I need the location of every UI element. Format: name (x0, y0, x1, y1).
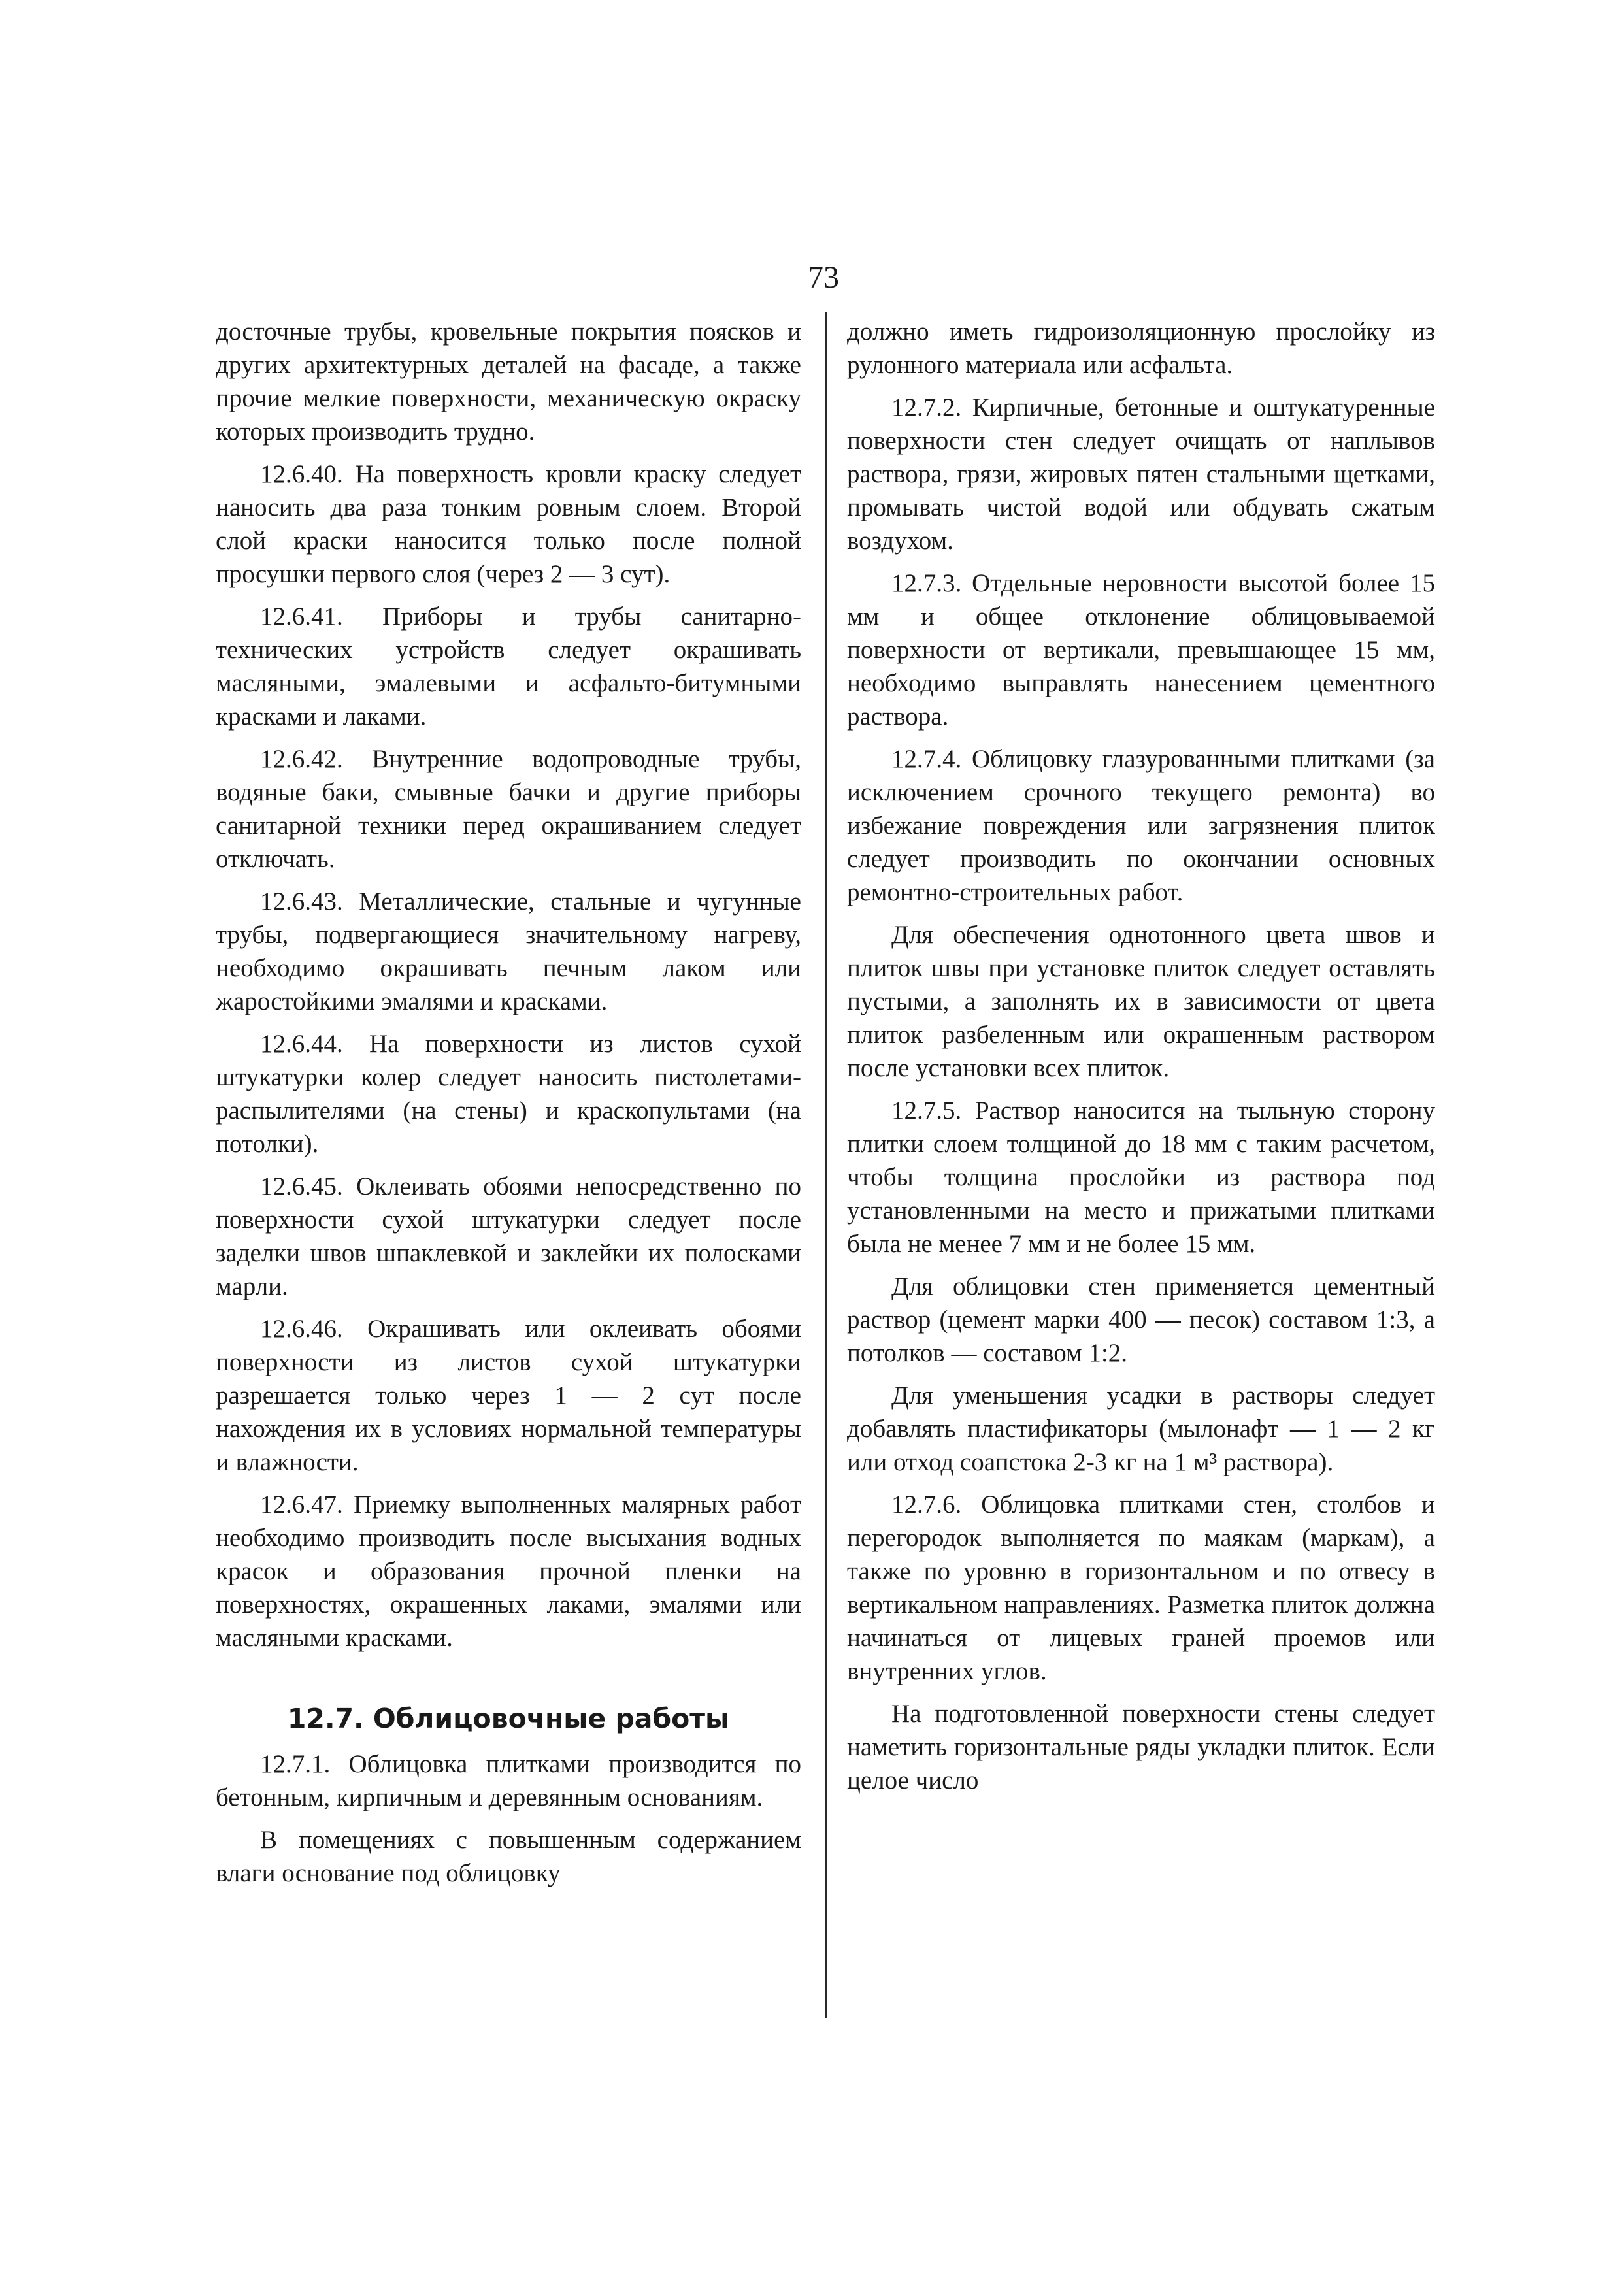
paragraph: 12.7.3. Отдельные неровности высотой более 15 мм и общее отклонение облицовываемой поверхности от вертикали, превышающее 15 мм, необходимо выправлять нанесением цементного раствора. (847, 569, 1435, 731)
paragraph: должно иметь гидроизоляционную прослойку из рулонного материала или асфальта. (847, 318, 1435, 379)
paragraph: досточные трубы, кровельные покрытия поясков и других архитектурных деталей на фасаде, а также прочие мелкие поверхности, механическую окраску которых производить трудно. (216, 318, 801, 446)
paragraph: 12.6.43. Металлические, стальные и чугунные трубы, подвергающиеся значительному нагреву, необходимо окрашивать печным лаком или жаростойкими эмалями и красками. (216, 887, 801, 1015)
paragraph: В помещениях с повышенным содержанием влаги основание под облицовку (216, 1826, 801, 1887)
right-column (847, 315, 1435, 1798)
paragraph: 12.6.47. Приемку выполненных малярных работ необходимо производить после высыхания водных красок и образования прочной пленки на поверхностях, окрашенных лаками, эмалями или масляными красками. (216, 1491, 801, 1652)
paragraph: 12.7.4. Облицовку глазурованными плитками (за исключением срочного текущего ремонта) во избежание повреждения или загрязнения плиток следует производить по окончании основных ремонтно-строительных работ. (847, 745, 1435, 906)
paragraph: Для облицовки стен применяется цементный раствор (цемент марки 400 — песок) составом 1:3, а потолков — составом 1:2. (847, 1272, 1435, 1367)
paragraph: 12.6.41. Приборы и трубы санитарно-технических устройств следует окрашивать масляными, эмалевыми и асфальто-битумными красками и лаками. (216, 602, 801, 731)
paragraph: 12.6.45. Оклеивать обоями непосредственно по поверхности сухой штукатурки следует после заделки швов шпаклевкой и заклейки их полосками марли. (216, 1172, 801, 1300)
paragraph: 12.7.1. Облицовка плитками производится по бетонным, кирпичным и деревянным основаниям. (216, 1750, 801, 1811)
paragraph: 12.6.46. Окрашивать или оклеивать обоями поверхности из листов сухой штукатурки разрешается только через 1 — 2 сут после нахождения их в условиях нормальной температуры и влажности. (216, 1315, 801, 1476)
paragraph: Для обеспечения однотонного цвета швов и плиток швы при установке плиток следует оставлять пустыми, а заполнять их в зависимости от цвета плиток разбеленным или окрашенным раствором после установки всех плиток. (847, 921, 1435, 1082)
left-column (216, 315, 801, 1891)
paragraph: 12.7.2. Кирпичные, бетонные и оштукатуренные поверхности стен следует очищать от наплывов раствора, грязи, жировых пятен стальными щетками, промывать чистой водой или обдувать сжатым воздухом. (847, 393, 1435, 555)
paragraph: На подготовленной поверхности стены следует наметить горизонтальные ряды укладки плиток. Если целое число (847, 1700, 1435, 1794)
paragraph: Для уменьшения усадки в растворы следует добавлять пластификаторы (мылонафт — 1 — 2 кг или отход соапстока 2-3 кг на 1 м³ раствора). (847, 1381, 1435, 1476)
paragraph: 12.7.5. Раствор наносится на тыльную сторону плитки слоем толщиной до 18 мм с таким расчетом, чтобы толщина прослойки из раствора под установленными на место и прижатыми плитками была не менее 7 мм и не более 15 мм. (847, 1097, 1435, 1258)
paragraph: 12.6.44. На поверхности из листов сухой штукатурки колер следует наносить пистолетами-распылителями (на стены) и краскопультами (на потолки). (216, 1030, 801, 1158)
page-number: 73 (808, 260, 839, 295)
column-divider (825, 312, 827, 2018)
paragraph: 12.6.40. На поверхность кровли краску следует наносить два раза тонким ровным слоем. Второй слой краски наносится только после полной просушки первого слоя (через 2 — 3 сут). (216, 460, 801, 588)
section-heading: 12.7. Облицовочные работы (287, 1703, 730, 1734)
paragraph: 12.6.42. Внутренние водопроводные трубы, водяные баки, смывные бачки и другие приборы санитарной техники перед окрашиванием следует отключать. (216, 745, 801, 873)
paragraph: 12.7.6. Облицовка плитками стен, столбов и перегородок выполняется по маякам (маркам), а также по уровню в горизонтальном и по отвесу в вертикальном направлениях. Разметка плиток должна начинаться от лицевых граней проемов или внутренних углов. (847, 1491, 1435, 1685)
